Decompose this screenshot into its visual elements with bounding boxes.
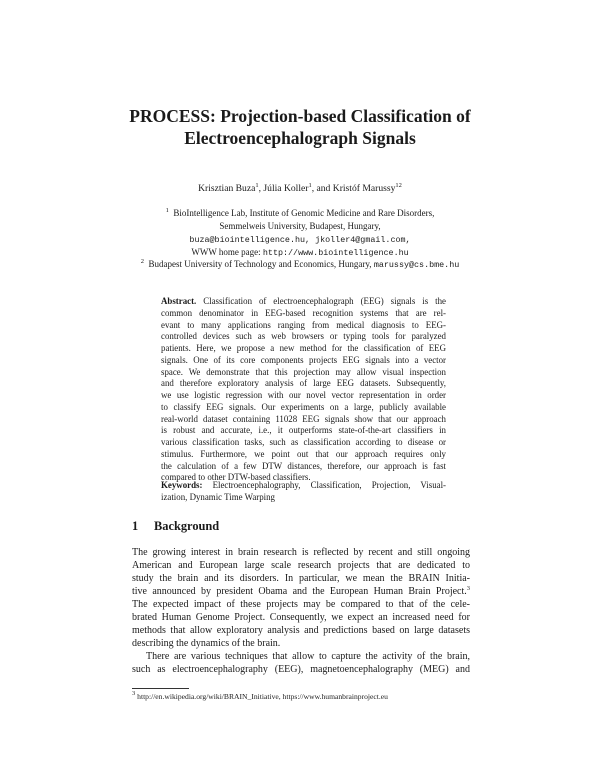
text-line xyxy=(161,378,446,390)
text-line xyxy=(132,585,470,598)
abstract xyxy=(161,296,446,484)
text-line xyxy=(161,402,446,414)
footnote-rule xyxy=(132,688,189,689)
line-text: Classification of electroencephalograph (EEG) signals is the xyxy=(203,296,446,306)
author-name: Krisztian Buza xyxy=(198,183,256,194)
affil-email[interactable]: marussy@cs.bme.hu xyxy=(373,260,460,270)
text-line xyxy=(161,355,446,367)
text-line xyxy=(132,650,470,663)
line-text: tive announced by president Obama and the European Human Brain Project. xyxy=(132,586,467,597)
text-line xyxy=(161,449,446,461)
line-text: describing the dynamics of the brain. xyxy=(132,638,281,649)
text-line xyxy=(161,320,446,332)
affil-mark: 2 xyxy=(140,258,144,265)
line-text: to classify EEG signals. Our experiments on a large, publicly available xyxy=(161,401,446,412)
paper-title-line-1: PROCESS: Projection-based Classification of xyxy=(129,106,471,126)
line-text: evant to many applications ranging from medical diagnosis to EEG- xyxy=(161,319,446,330)
footnote-mark: 3 xyxy=(132,690,136,697)
text-line xyxy=(161,437,446,449)
line-text: signals. One of its core components projects EEG signals into a vector xyxy=(161,354,446,365)
text-line xyxy=(161,491,446,503)
line-text: patients. Here, we propose a new method for the classification of EEG xyxy=(161,343,446,353)
body-text xyxy=(132,546,470,676)
text-line xyxy=(132,559,470,572)
footnote xyxy=(132,692,470,701)
homepage-link[interactable]: http://www.biointelligence.hu xyxy=(262,248,409,258)
line-text: ization, Dynamic Time Warping xyxy=(161,492,275,502)
line-text: real-world dataset containing 11028 EEG signals show that our approach xyxy=(161,413,446,424)
text-line xyxy=(161,461,446,473)
separator: , and xyxy=(311,183,333,194)
text-line xyxy=(161,390,446,402)
text-line xyxy=(161,367,446,379)
line-text: study the brain and its disorders. In particular, we mean the BRAIN Initia- xyxy=(132,573,470,584)
affil-text: Budapest University of Technology and Economics, Hungary, xyxy=(148,259,374,269)
block-label: Keywords: xyxy=(161,480,203,490)
text-line xyxy=(132,572,470,585)
text-line xyxy=(132,663,470,676)
author-affil-mark: 1 xyxy=(255,182,259,189)
author-name: Júlia Koller xyxy=(263,183,309,194)
author-affil-mark: 1 xyxy=(308,182,312,189)
line-text: methods that allow exploratory analysis and predictions based on large datasets xyxy=(132,625,470,636)
section-heading xyxy=(132,519,219,534)
homepage-label: WWW home page: xyxy=(191,247,263,257)
text-line xyxy=(161,331,446,343)
affiliation-1-emails[interactable]: buza@biointelligence.hu, jkoller4@gmail.com, xyxy=(189,235,411,245)
block-label: Abstract. xyxy=(161,296,197,306)
affiliation-1-homepage xyxy=(0,247,600,258)
section-number: 1 xyxy=(132,519,139,533)
line-text: and therefore exploratory analysis of large EEG datasets. Subsequently, xyxy=(161,378,446,389)
line-text: compared to other DTW-based classifiers. xyxy=(161,472,311,483)
text-line xyxy=(132,611,470,624)
text-line xyxy=(132,546,470,559)
line-text: American and European large scale research projects that are dedicated to xyxy=(132,560,470,571)
line-text: various classification tasks, such as classification according to disease or xyxy=(161,437,446,447)
line-text: common denominator in EEG-based recognition systems that are rel- xyxy=(161,307,446,318)
paper-title-line-2: Electroencephalograph Signals xyxy=(184,128,416,148)
separator: , xyxy=(258,183,264,194)
affil-text: BioIntelligence Lab, Institute of Genomic Medicine and Rare Disorders, xyxy=(173,208,435,218)
author-list xyxy=(0,183,600,194)
text-line xyxy=(161,414,446,426)
line-text: stimulus. Furthermore, we point out that our approach requires only xyxy=(161,448,446,459)
text-line xyxy=(161,308,446,320)
author-name: Kristóf Marussy xyxy=(332,183,396,194)
text-line xyxy=(132,598,470,611)
affiliation-1-line-2: Semmelweis University, Budapest, Hungary, xyxy=(219,221,381,231)
line-text: Electroencephalography, Classification, Projection, Visual- xyxy=(212,480,446,490)
line-text: such as electroencephalography (EEG), magnetoencephalography (MEG) and xyxy=(132,664,470,675)
line-text: The expected impact of these projects may be compared to that of the cele- xyxy=(132,599,470,610)
text-line xyxy=(161,343,446,355)
line-text: we use logistic regression with our novel vector representation in order xyxy=(161,390,446,400)
line-text: There are various techniques that allow to capture the activity of the brain, xyxy=(146,651,470,662)
line-text: space. We demonstrate that this projection may allow visual inspection xyxy=(161,366,446,377)
section-title: Background xyxy=(154,519,220,533)
affiliation-1-line-1 xyxy=(0,208,600,218)
affiliation-2 xyxy=(0,259,600,270)
affil-mark: 1 xyxy=(165,207,169,214)
line-text: brated Human Genome Project. Consequently, we expect an increased need for xyxy=(132,612,470,623)
footnote-ref[interactable]: 3 xyxy=(466,585,470,592)
line-text: The growing interest in brain research is reflected by recent and still ongoing xyxy=(132,547,470,558)
text-line xyxy=(161,296,446,308)
line-text: controlled devices such as web browsers or typing tools for paralyzed xyxy=(161,331,446,342)
text-line xyxy=(132,624,470,637)
line-text: the calculation of a few DTW distances, therefore, our approach is fast xyxy=(161,460,446,471)
text-line xyxy=(161,479,446,491)
footnote-text[interactable]: http://en.wikipedia.org/wiki/BRAIN_Initiative, https://www.humanbrainproject.eu xyxy=(137,692,388,701)
text-line xyxy=(132,637,470,650)
line-text: is robust and accurate, i.e., it outperforms state-of-the-art classifiers in xyxy=(161,425,446,436)
author-affil-mark: 12 xyxy=(395,182,402,189)
keywords xyxy=(161,479,446,503)
text-line xyxy=(161,425,446,437)
